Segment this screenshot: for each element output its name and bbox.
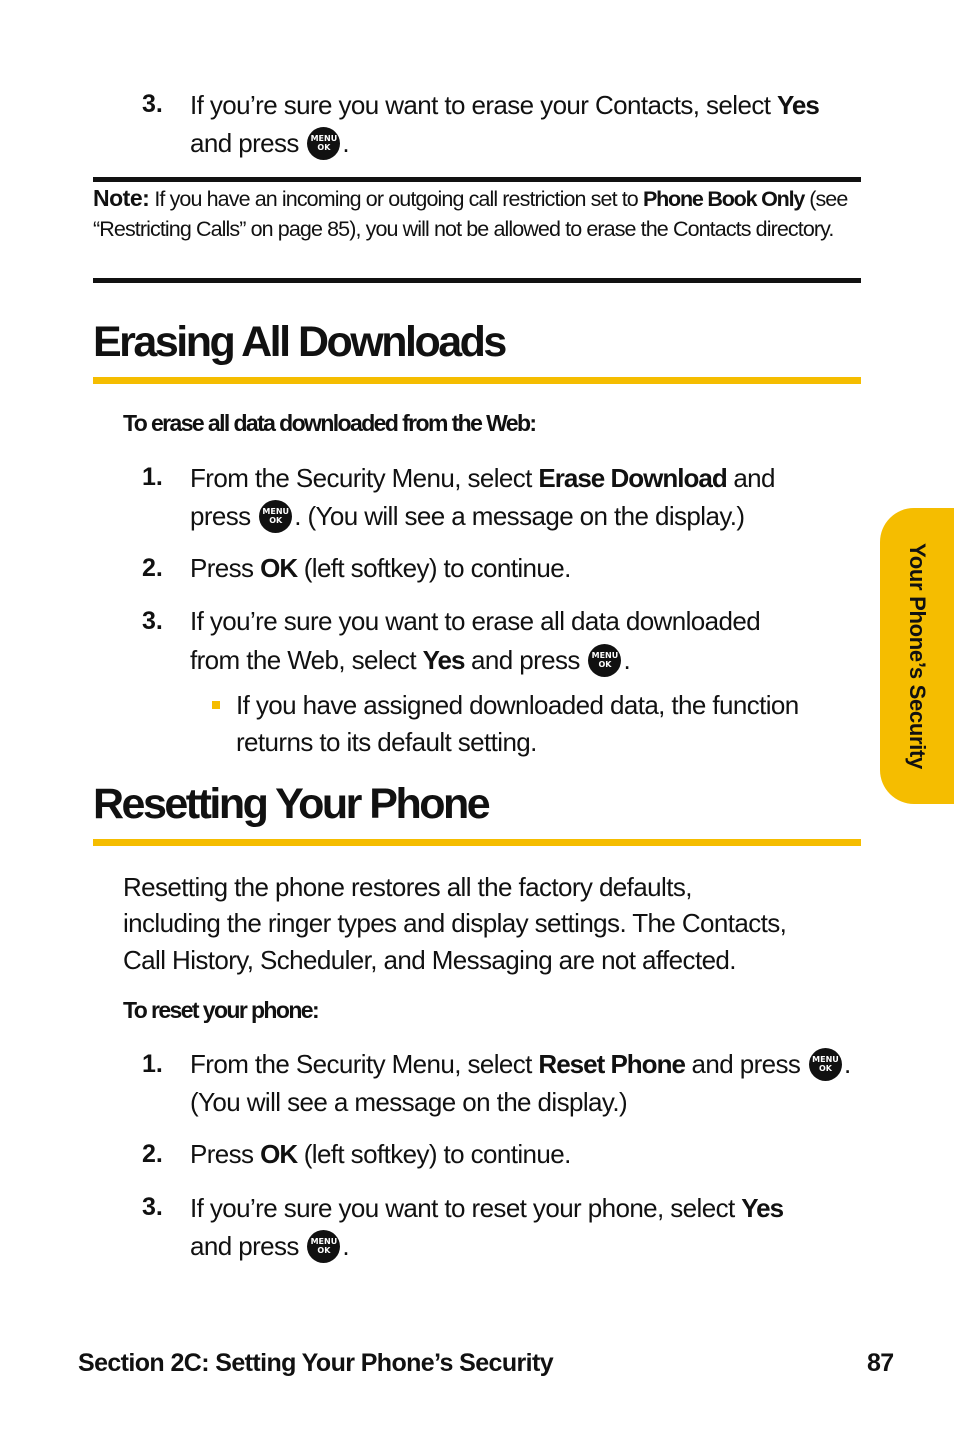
- step-text: [190, 1227, 349, 1265]
- step-text: [190, 641, 630, 679]
- menu-ok-key-icon: [307, 127, 340, 160]
- step-text: [190, 1189, 783, 1227]
- step-text-part: and press: [190, 128, 306, 158]
- menu-key-top: MENU: [812, 1055, 839, 1064]
- menu-key-bottom: OK: [818, 1064, 832, 1073]
- bullet-square-icon: [212, 701, 220, 709]
- bullet-text: returns to its default setting.: [236, 727, 537, 757]
- menu-ok-key-icon: [307, 1230, 340, 1263]
- step-bold: OK: [260, 1139, 298, 1169]
- section-heading: Resetting Your Phone: [93, 780, 489, 828]
- step-number: 2.: [142, 1140, 163, 1168]
- step-text: [190, 1135, 571, 1173]
- step-text: If you’re sure you want to erase all data downloaded: [190, 606, 761, 636]
- menu-key-bottom: OK: [317, 1246, 331, 1255]
- step-text-part: .: [342, 1231, 350, 1261]
- menu-key-top: MENU: [262, 507, 290, 516]
- step-bold: Yes: [422, 645, 465, 675]
- menu-ok-key-icon: [809, 1048, 842, 1081]
- menu-key-bottom: OK: [317, 143, 331, 152]
- step-bold: Reset Phone: [538, 1049, 685, 1079]
- procedure-lead: To reset your phone:: [123, 997, 319, 1023]
- note-text: (see “Restricting Calls” on page 85), you will not be allowed to erase the Contacts directory.: [93, 187, 848, 241]
- step-text-part: press: [190, 501, 258, 531]
- note-text: If you have an incoming or outgoing call restriction set to: [149, 187, 643, 211]
- step-text-part: and press: [190, 1231, 306, 1261]
- step-text: [190, 1045, 851, 1083]
- step-text: (You will see a message on the display.): [190, 1087, 628, 1117]
- step-number: 1.: [142, 463, 163, 491]
- menu-key-bottom: OK: [269, 516, 283, 525]
- step-text-part: From the Security Menu, select: [190, 1049, 539, 1079]
- step-text: [190, 86, 819, 124]
- step-text-part: If you’re sure you want to reset your phone, select: [190, 1193, 742, 1223]
- note-label: Note:: [93, 185, 150, 211]
- procedure-lead: To erase all data downloaded from the Web:: [123, 410, 536, 436]
- note-box: [93, 183, 863, 244]
- step-text-part: If you’re sure you want to erase your Contacts, select: [190, 90, 777, 120]
- menu-key-top: MENU: [310, 134, 338, 143]
- step-text: [190, 497, 744, 535]
- paragraph-line: Resetting the phone restores all the factory defaults,: [123, 872, 692, 902]
- section-heading: Erasing All Downloads: [93, 318, 505, 366]
- step-text-part: .: [623, 645, 631, 675]
- step-bold: Yes: [776, 90, 819, 120]
- side-tab-label: Your Phone’s Security: [905, 543, 930, 769]
- footer-page-number: 87: [867, 1349, 894, 1377]
- step-text: [190, 124, 349, 162]
- step-bold: OK: [260, 553, 298, 583]
- step-number: 3.: [142, 607, 163, 635]
- step-text-part: (left softkey) to continue.: [297, 553, 571, 583]
- step-bold: Yes: [741, 1193, 784, 1223]
- step-text-part: and: [726, 463, 775, 493]
- note-bold: Phone Book Only: [642, 187, 805, 211]
- step-number: 2.: [142, 554, 163, 582]
- paragraph-line: including the ringer types and display settings. The Contacts,: [123, 908, 787, 938]
- step-text-part: and press: [464, 645, 587, 675]
- note-top-rule: [93, 177, 861, 182]
- step-text-part: Press: [190, 1139, 261, 1169]
- step-number: 3.: [142, 90, 163, 118]
- footer-section-title: Section 2C: Setting Your Phone’s Security: [78, 1349, 554, 1377]
- step-text-part: .: [342, 128, 350, 158]
- step-bold: Erase Download: [538, 463, 727, 493]
- step-number: 3.: [142, 1193, 163, 1221]
- step-text-part: and press: [684, 1049, 807, 1079]
- menu-key-bottom: OK: [598, 660, 612, 669]
- section-heading-rule: [93, 377, 861, 384]
- step-number: 1.: [142, 1050, 163, 1078]
- step-text: [190, 549, 571, 587]
- step-text-part: (left softkey) to continue.: [297, 1139, 571, 1169]
- note-bottom-rule: [93, 278, 861, 283]
- menu-ok-key-icon: [259, 500, 292, 533]
- step-text: [190, 459, 775, 497]
- bullet-text: If you have assigned downloaded data, the function: [236, 690, 799, 720]
- step-text-part: From the Security Menu, select: [190, 463, 539, 493]
- menu-key-top: MENU: [591, 651, 619, 660]
- step-text-part: Press: [190, 553, 261, 583]
- step-text-part: from the Web, select: [190, 645, 423, 675]
- section-heading-rule: [93, 839, 861, 846]
- menu-key-top: MENU: [310, 1237, 338, 1246]
- step-text-part: .: [843, 1049, 851, 1079]
- step-text-part: . (You will see a message on the display.): [294, 501, 745, 531]
- paragraph-line: Call History, Scheduler, and Messaging are not affected.: [123, 945, 736, 975]
- menu-ok-key-icon: [588, 644, 621, 677]
